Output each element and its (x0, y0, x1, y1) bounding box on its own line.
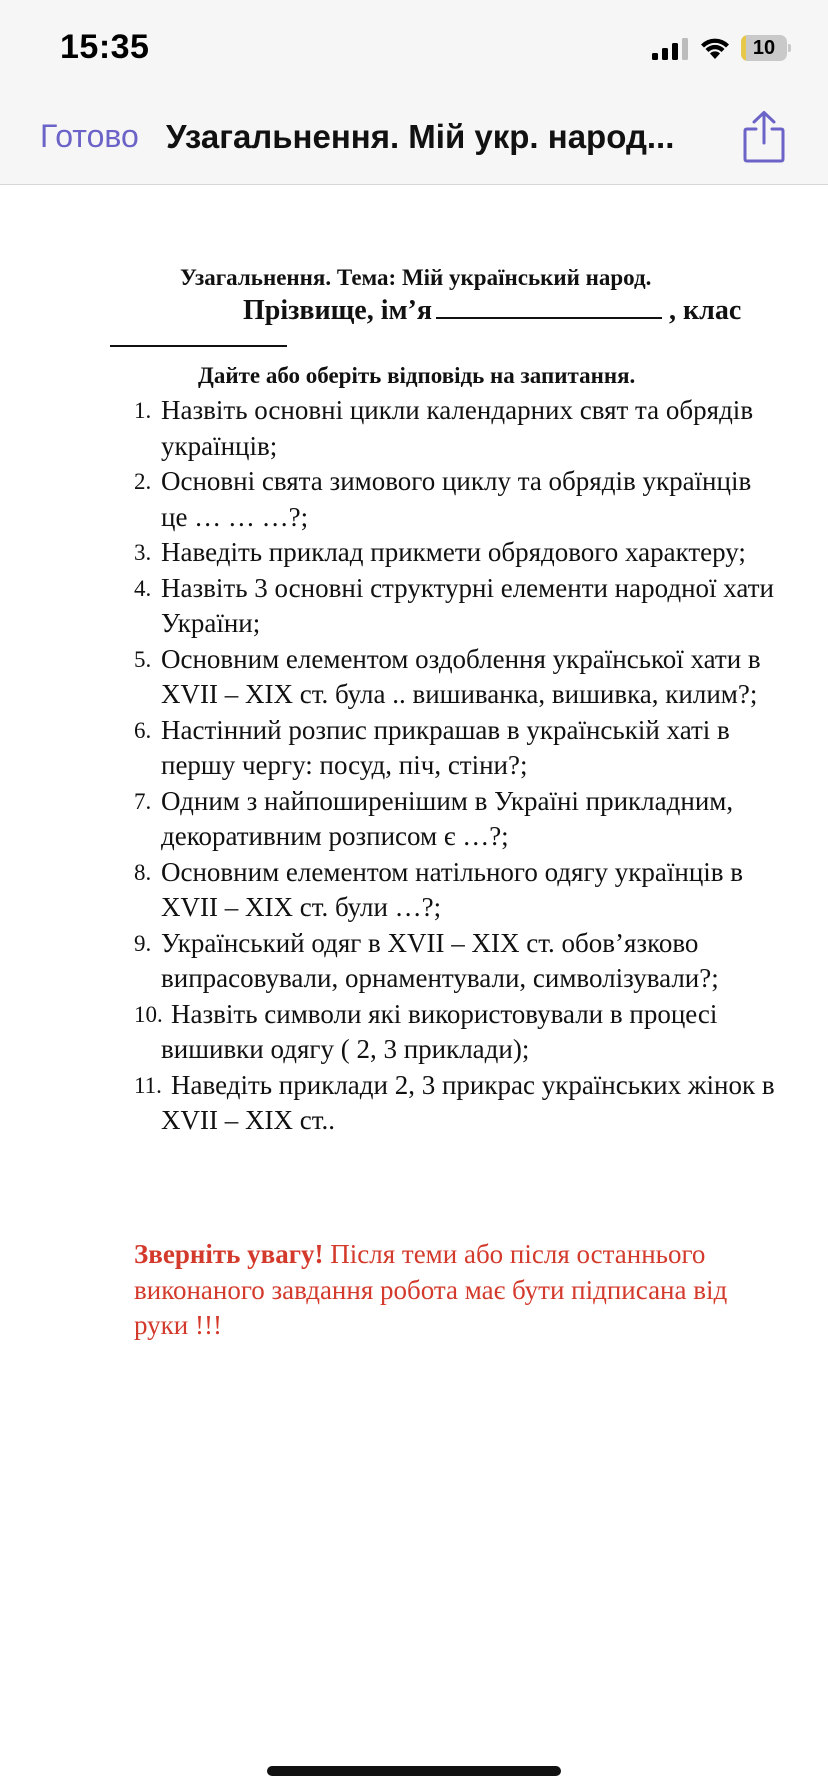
question-number: 11. (134, 1072, 162, 1098)
question-item (134, 642, 784, 713)
question-text: Український одяг в XVII – XIX ст. обов’язково випрасовували, орнаментували, символізували?; (161, 927, 719, 993)
cellular-signal-icon (652, 38, 688, 60)
class-blank (110, 345, 287, 347)
battery-level-label: 10 (752, 37, 776, 59)
name-blank (436, 293, 662, 319)
question-number: 10. (134, 1001, 163, 1027)
notice-strong: Зверніть увагу! (134, 1239, 324, 1269)
name-field-line (243, 293, 741, 327)
question-item (134, 784, 784, 855)
question-text: Наведіть приклади 2, 3 прикрас українських жінок в XVII – XIX ст.. (161, 1069, 775, 1135)
question-item (134, 1068, 784, 1139)
question-number: 4. (134, 575, 152, 601)
done-button[interactable]: Готово (40, 118, 139, 154)
document-title: Узагальнення. Мій укр. народ... (166, 118, 675, 155)
question-item (134, 997, 784, 1068)
question-number: 3. (134, 540, 152, 565)
worksheet-title: Узагальнення. Тема: Мій український народ. (180, 265, 652, 290)
share-icon[interactable] (742, 110, 786, 164)
question-item (134, 393, 784, 464)
question-number: 6. (134, 717, 152, 743)
question-text: Назвіть символи які використовували в процесі вишивки одягу ( 2, 3 приклади); (161, 998, 718, 1064)
battery-icon (741, 35, 791, 61)
question-item (134, 926, 784, 997)
question-item (134, 855, 784, 926)
question-number: 1. (134, 398, 152, 423)
question-text: Основним елементом натільного одягу українців в XVII – XIX ст. були …?; (161, 856, 744, 922)
question-number: 8. (134, 859, 152, 885)
question-text: Наведіть приклад прикмети обрядового характеру; (161, 537, 746, 567)
question-number: 7. (134, 788, 152, 814)
notice-text (134, 1237, 784, 1344)
question-number: 9. (134, 930, 152, 956)
status-time: 15:35 (60, 28, 150, 66)
question-text: Одним з найпоширенішим в Україні прикладним, декоративним розписом є …?; (161, 785, 734, 851)
home-indicator (267, 1766, 561, 1776)
question-item (134, 464, 784, 535)
question-text: Основним елементом оздоблення української хати в XVII – XIX ст. була .. вишиванка, вишивка, килим?; (161, 643, 761, 709)
question-text: Назвіть основні цикли календарних свят та обрядів українців; (161, 395, 754, 461)
question-text: Настінний розпис прикрашав в українській хаті в першу чергу: посуд, піч, стіни?; (161, 714, 730, 780)
navigation-bar (0, 96, 828, 185)
notice-body: Після теми або після останнього виконаного завдання робота має бути підписана від руки !!! (134, 1239, 728, 1340)
question-text: Назвіть 3 основні структурні елементи народної хати України; (161, 572, 774, 638)
question-number: 5. (134, 646, 152, 672)
instruction-text: Дайте або оберіть відповідь на запитання. (198, 363, 636, 388)
question-item (134, 535, 784, 571)
question-list (134, 393, 784, 1139)
question-item (134, 713, 784, 784)
question-text: Основні свята зимового циклу та обрядів українців це … … …?; (161, 466, 752, 532)
question-item (134, 571, 784, 642)
battery-tip (788, 44, 791, 52)
question-number: 2. (134, 469, 152, 494)
class-label: , клас (669, 295, 742, 326)
status-bar (0, 0, 828, 96)
name-label: Прізвище, ім’я (243, 295, 433, 326)
document-page[interactable] (0, 185, 828, 1745)
wifi-icon (698, 34, 732, 60)
